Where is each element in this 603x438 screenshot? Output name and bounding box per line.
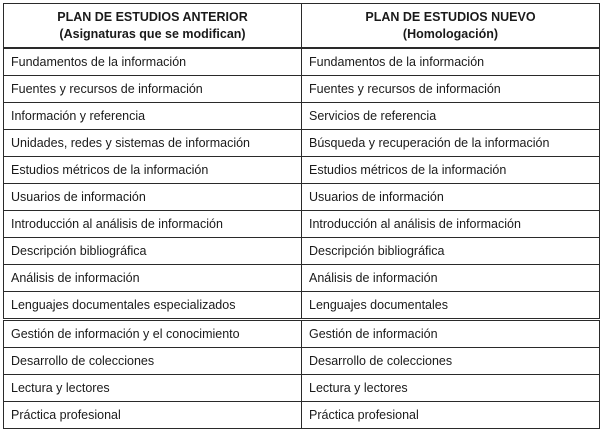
table-row [4,130,600,157]
table-row [4,265,600,292]
homologation-table [3,3,600,429]
header-plan-nuevo-title: PLAN DE ESTUDIOS NUEVO [365,9,536,24]
header-plan-nuevo [302,4,600,49]
cell-plan-anterior: Descripción bibliográfica [4,238,302,265]
table-body [4,48,600,429]
cell-plan-anterior: Fundamentos de la información [4,48,302,76]
table-row [4,211,600,238]
header-plan-anterior [4,4,302,49]
cell-plan-nuevo: Introducción al análisis de información [302,211,600,238]
cell-plan-nuevo: Análisis de información [302,265,600,292]
cell-plan-nuevo: Estudios métricos de la información [302,157,600,184]
cell-plan-nuevo: Lectura y lectores [302,375,600,402]
cell-plan-nuevo: Lenguajes documentales [302,292,600,320]
cell-plan-anterior: Información y referencia [4,103,302,130]
cell-plan-anterior: Usuarios de información [4,184,302,211]
table-row [4,103,600,130]
cell-plan-anterior: Introducción al análisis de información [4,211,302,238]
cell-plan-anterior: Gestión de información y el conocimiento [4,320,302,348]
table-row [4,375,600,402]
cell-plan-anterior: Práctica profesional [4,402,302,429]
header-plan-nuevo-subtitle: (Homologación) [402,26,499,41]
cell-plan-nuevo: Usuarios de información [302,184,600,211]
table-row [4,48,600,76]
cell-plan-nuevo: Servicios de referencia [302,103,600,130]
cell-plan-nuevo: Desarrollo de colecciones [302,348,600,375]
table-row [4,76,600,103]
cell-plan-nuevo: Fundamentos de la información [302,48,600,76]
cell-plan-anterior: Lenguajes documentales especializados [4,292,302,320]
table-row [4,238,600,265]
cell-plan-anterior: Fuentes y recursos de información [4,76,302,103]
cell-plan-nuevo: Fuentes y recursos de información [302,76,600,103]
table-row [4,292,600,320]
cell-plan-anterior: Desarrollo de colecciones [4,348,302,375]
cell-plan-anterior: Unidades, redes y sistemas de información [4,130,302,157]
cell-plan-anterior: Estudios métricos de la información [4,157,302,184]
cell-plan-nuevo: Gestión de información [302,320,600,348]
header-plan-anterior-subtitle: (Asignaturas que se modifican) [59,26,246,41]
table-row [4,157,600,184]
cell-plan-anterior: Análisis de información [4,265,302,292]
header-row [4,4,600,49]
table-row [4,184,600,211]
header-plan-anterior-title: PLAN DE ESTUDIOS ANTERIOR [57,9,248,24]
table-row [4,348,600,375]
cell-plan-nuevo: Búsqueda y recuperación de la información [302,130,600,157]
table-row [4,402,600,429]
cell-plan-nuevo: Práctica profesional [302,402,600,429]
table-row [4,320,600,348]
cell-plan-anterior: Lectura y lectores [4,375,302,402]
cell-plan-nuevo: Descripción bibliográfica [302,238,600,265]
homologation-table-container [3,3,599,429]
